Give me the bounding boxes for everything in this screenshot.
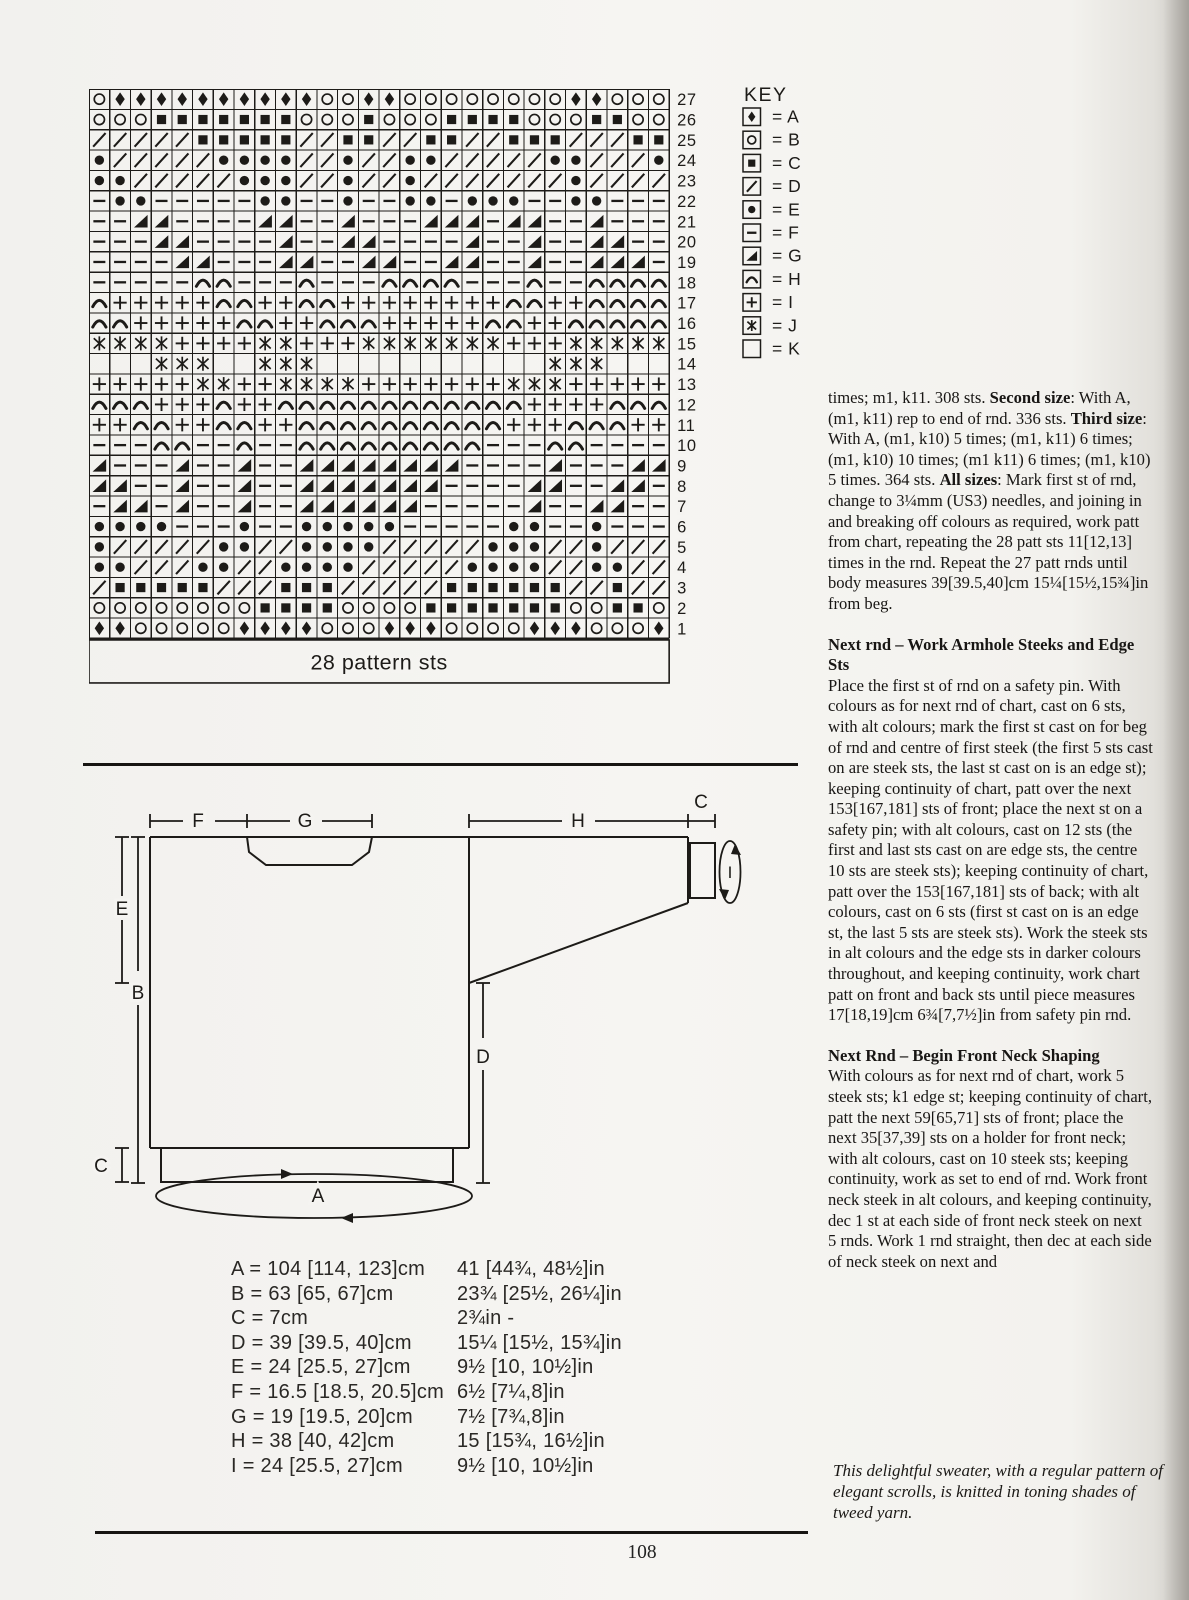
key-entry bbox=[743, 153, 801, 173]
chart-key bbox=[740, 84, 955, 367]
key-entry bbox=[743, 199, 800, 219]
section-divider-rule bbox=[83, 763, 798, 766]
measurement-row bbox=[231, 1429, 622, 1454]
measurement-in: 15 [15¾, 16½]in bbox=[457, 1430, 605, 1453]
svg-text:C: C bbox=[94, 1156, 108, 1177]
chart-row-numbers bbox=[677, 91, 696, 638]
svg-text:3: 3 bbox=[677, 579, 687, 598]
svg-text:= D: = D bbox=[772, 176, 802, 197]
svg-text:7: 7 bbox=[677, 498, 687, 517]
svg-text:G: G bbox=[297, 811, 313, 832]
hem-round-arrow bbox=[156, 1169, 472, 1223]
svg-text:I: I bbox=[727, 863, 733, 882]
svg-text:H: H bbox=[571, 811, 585, 832]
svg-text:2: 2 bbox=[677, 599, 687, 618]
sweater-schematic bbox=[85, 768, 775, 1243]
measurement-row bbox=[231, 1306, 622, 1331]
cuff-round-arrow bbox=[719, 841, 741, 903]
page-edge-shadow bbox=[1163, 0, 1189, 1600]
svg-text:= A: = A bbox=[772, 106, 800, 127]
svg-text:= F: = F bbox=[772, 222, 800, 243]
svg-text:10: 10 bbox=[677, 437, 697, 456]
svg-text:25: 25 bbox=[677, 131, 697, 150]
measurement-in: 2¾in - bbox=[457, 1307, 515, 1330]
measurement-cm: H = 38 [40, 42]cm bbox=[231, 1430, 395, 1453]
key-entry bbox=[743, 292, 793, 312]
measurement-row bbox=[231, 1405, 622, 1430]
svg-text:= K: = K bbox=[772, 338, 801, 359]
svg-text:= J: = J bbox=[772, 315, 798, 336]
key-entry bbox=[743, 223, 799, 243]
svg-text:F: F bbox=[192, 811, 204, 832]
svg-text:= C: = C bbox=[772, 152, 802, 173]
measurement-in: 6½ [7¼,8]in bbox=[457, 1380, 565, 1403]
measurement-in: 9½ [10, 10½]in bbox=[457, 1356, 594, 1379]
svg-text:28 pattern sts: 28 pattern sts bbox=[310, 650, 448, 675]
measurement-row bbox=[231, 1355, 622, 1380]
measurement-row bbox=[231, 1380, 622, 1405]
measurement-cm: C = 7cm bbox=[231, 1307, 309, 1330]
page-number: 108 bbox=[627, 1542, 657, 1563]
key-entry bbox=[743, 339, 800, 359]
instruction-heading: Next Rnd – Begin Front Neck Shaping bbox=[828, 1045, 1100, 1065]
key-entry bbox=[743, 315, 797, 335]
footer-rule bbox=[95, 1531, 808, 1534]
svg-text:18: 18 bbox=[677, 274, 697, 293]
svg-text:19: 19 bbox=[677, 253, 697, 272]
measurement-in: 15¼ [15½, 15¾]in bbox=[457, 1331, 622, 1354]
svg-text:6: 6 bbox=[677, 518, 687, 537]
svg-text:E: E bbox=[115, 899, 129, 920]
svg-text:A: A bbox=[311, 1186, 325, 1207]
svg-text:21: 21 bbox=[677, 213, 697, 232]
svg-text:= B: = B bbox=[772, 129, 801, 150]
instruction-paragraph: Place the first st of rnd on a safety pin. With colours as for next rnd of chart, cast on 6 sts, with alt colours; mark the first st cast on for beg of rnd and centre of first steek (the first 5 sts cast on are steek sts, the last st cast on is an edge st); keeping continuity of chart, patt over the next 153[167,181] sts of front; place the next st on a safety pin; with alt colours, cast on 12 sts (the first and last sts cast on are edge sts, the centre 10 sts are steek sts); keeping continuity of chart, patt over the 153[167,181] sts of back; with alt colours, cast on 6 sts (first st cast on is an edge st, the last 5 sts are steek sts). Work the steek sts in alt colours and the edge sts in darker colours throughout, and keeping continuity, work chart patt on front and back sts until piece measures 17[18,19]cm 6¾[7,7½]in from safety pin rnd. bbox=[828, 675, 1153, 1025]
svg-text:27: 27 bbox=[677, 91, 697, 110]
measurement-cm: G = 19 [19.5, 20]cm bbox=[231, 1405, 413, 1428]
svg-text:C: C bbox=[694, 792, 708, 813]
svg-text:16: 16 bbox=[677, 315, 697, 334]
svg-text:23: 23 bbox=[677, 172, 697, 191]
measurements-list bbox=[231, 1257, 622, 1478]
svg-text:11: 11 bbox=[677, 416, 696, 435]
measurement-row bbox=[231, 1257, 622, 1282]
measurement-in: 7½ [7¾,8]in bbox=[457, 1405, 565, 1428]
pattern-instructions bbox=[828, 388, 1154, 1272]
measurement-cm: E = 24 [25.5, 27]cm bbox=[231, 1356, 411, 1379]
key-entry bbox=[743, 107, 799, 127]
measurement-row bbox=[231, 1454, 622, 1479]
svg-text:8: 8 bbox=[677, 477, 687, 496]
svg-text:22: 22 bbox=[677, 192, 697, 211]
photo-caption: This delightful sweater, with a regular pattern of elegant scrolls, is knitted in toning shades of tweed yarn. bbox=[833, 1461, 1163, 1522]
svg-text:26: 26 bbox=[677, 111, 697, 130]
svg-text:17: 17 bbox=[677, 294, 697, 313]
key-entry bbox=[743, 246, 802, 266]
svg-text:D: D bbox=[476, 1047, 490, 1068]
dimension-lines bbox=[94, 792, 715, 1183]
svg-text:9: 9 bbox=[677, 457, 687, 476]
garment-outline bbox=[150, 837, 715, 1182]
svg-text:= I: = I bbox=[772, 292, 794, 313]
key-entry bbox=[743, 269, 801, 289]
svg-text:15: 15 bbox=[677, 335, 697, 354]
measurement-cm: A = 104 [114, 123]cm bbox=[231, 1258, 426, 1280]
svg-text:13: 13 bbox=[677, 376, 697, 395]
svg-text:= E: = E bbox=[772, 199, 801, 220]
measurement-row bbox=[231, 1331, 622, 1356]
svg-text:4: 4 bbox=[677, 559, 687, 578]
measurement-cm: F = 16.5 [18.5, 20.5]cm bbox=[231, 1380, 445, 1403]
instruction-heading: Next rnd – Work Armhole Steeks and Edge Sts bbox=[828, 634, 1135, 675]
svg-text:24: 24 bbox=[677, 152, 697, 171]
instruction-paragraph: times; m1, k11. 308 sts. Second size: With A, (m1, k11) rep to end of rnd. 336 sts. Third size: With A, (m1, k10) 5 times; (m1, k11) 6 times; (m1, k10) 10 times; (m1 k11) 6 times; (m1, k10) 5 times. 364 sts. All sizes: Mark first st of rnd, change to 3¼mm (US3) needles, and joining in and breaking off colours as required, work patt from chart, repeating the 28 patt sts 11[12,13] times in the rnd. Repeat the 27 patt rnds until body measures 39[39.5,40]cm 15¼[15½,15¾]in from beg. bbox=[828, 388, 1151, 613]
svg-text:20: 20 bbox=[677, 233, 697, 252]
svg-text:B: B bbox=[131, 983, 145, 1004]
svg-text:14: 14 bbox=[677, 355, 697, 374]
measurement-in: 9½ [10, 10½]in bbox=[457, 1454, 594, 1477]
measurement-cm: D = 39 [39.5, 40]cm bbox=[231, 1331, 412, 1354]
measurement-cm: I = 24 [25.5, 27]cm bbox=[231, 1454, 403, 1477]
svg-text:5: 5 bbox=[677, 538, 687, 557]
measurement-in: 41 [44¾, 48½]in bbox=[457, 1258, 605, 1280]
key-entry bbox=[743, 130, 800, 150]
key-entry bbox=[743, 176, 801, 196]
instruction-paragraph: With colours as for next rnd of chart, work 5 steek sts; k1 edge st; keeping continuity of chart, patt the next 59[65,71] sts of front; place the next 35[37,39] sts on a holder for front neck; with alt colours, cast on 10 steek sts; keeping continuity, work as set to end of rnd. Work front neck steek in alt colours, and keeping continuity, dec 1 st at each side of front neck steek on next 5 rnds. Work 1 rnd straight, then dec at each side of neck steek on next and bbox=[828, 1066, 1152, 1271]
svg-text:12: 12 bbox=[677, 396, 697, 415]
knitting-chart bbox=[89, 89, 734, 698]
svg-text:= G: = G bbox=[772, 245, 803, 266]
svg-text:= H: = H bbox=[772, 268, 802, 289]
pattern-sts-label bbox=[89, 640, 669, 683]
chart-grid bbox=[89, 89, 669, 638]
measurement-row bbox=[231, 1282, 622, 1307]
measurement-cm: B = 63 [65, 67]cm bbox=[231, 1282, 394, 1305]
svg-text:KEY: KEY bbox=[744, 84, 788, 106]
measurement-in: 23¾ [25½, 26¼]in bbox=[457, 1282, 622, 1305]
svg-text:1: 1 bbox=[677, 620, 687, 639]
